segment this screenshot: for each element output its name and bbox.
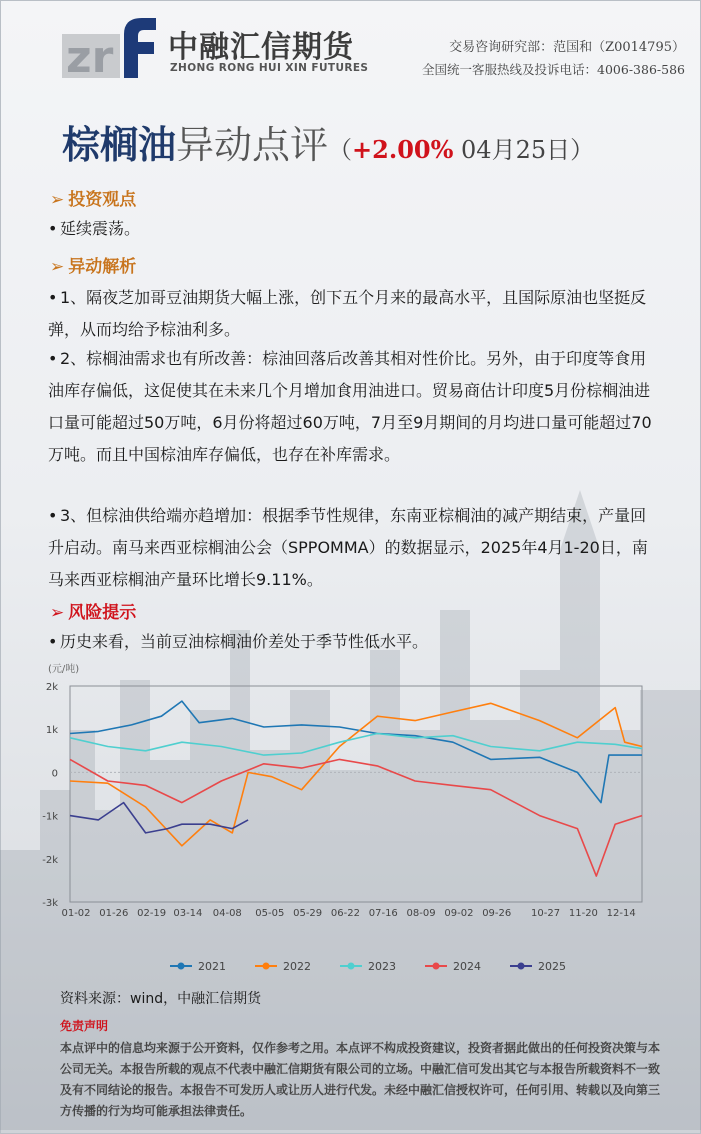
- paren-close: ）: [570, 136, 595, 164]
- section-view-heading: ➢ 投资观点: [50, 190, 137, 210]
- legend-marker-2025: [518, 963, 525, 970]
- y-tick-label: 0: [51, 768, 58, 780]
- legend-marker-2024: [433, 963, 440, 970]
- y-tick-label: -3k: [42, 898, 58, 909]
- company-logo: [62, 14, 158, 80]
- x-tick-label: 04-08: [212, 908, 242, 919]
- legend-label-2025: 2025: [538, 960, 566, 973]
- data-source: 资料来源：wind，中融汇信期货: [60, 991, 262, 1007]
- analysis-point-2: • 2、棕榈油需求也有所改善：棕油回落后改善其相对性价比。另外，由于印度等食用油库存偏低，这促使其在未来几个月增加食用油进口。贸易商估计印度5月份棕榈油进口量可能超过50万吨，6月份将超过60万吨，7月至9月期间的月均进口量可能超过70万吨。而且中国棕油库存偏低，也存在补库需求。: [48, 343, 658, 471]
- section-risk-heading: ➢ 风险提示: [50, 603, 137, 623]
- bullet-icon: •: [48, 506, 58, 525]
- bullet-icon: •: [48, 219, 58, 238]
- x-tick-label: 11-20: [568, 908, 598, 919]
- legend-marker-2021: [178, 963, 185, 970]
- report-title: [62, 114, 594, 169]
- view-text: • 延续震荡。: [48, 213, 658, 245]
- x-tick-label: 03-14: [173, 908, 203, 919]
- bullet-icon: •: [48, 349, 58, 368]
- series-line-2022: [70, 703, 642, 846]
- x-tick-label: 10-27: [531, 908, 561, 919]
- legend-marker-2022: [263, 963, 270, 970]
- report-date: 04月25日: [453, 136, 571, 164]
- x-tick-label: 08-09: [406, 908, 436, 919]
- disclaimer-text: 本点评中的信息均来源于公开资料，仅作参考之用。本点评不构成投资建议，投资者据此做出的任何投资决策与本公司无关。本报告所载的观点不代表中融汇信期货有限公司的立场。中融汇信可发出其它与本报告所载资料不一致及有不同结论的报告。本报告不可发历人或让历人进行代发。未经中融汇信授权许可，任何引用、转载以及向第三方传播的行为均可能承担法律责任。: [60, 1041, 661, 1118]
- x-tick-label: 09-26: [482, 908, 512, 919]
- arrow-right-icon: ➢: [50, 603, 65, 623]
- x-tick-label: 05-05: [255, 908, 285, 919]
- analysis-point-1: • 1、隔夜芝加哥豆油期货大幅上涨，创下五个月来的最高水平，且国际原油也坚挺反弹，从而均给予棕油利多。: [48, 282, 658, 346]
- brand-name-en: ZHONG RONG HUI XIN FUTURES: [170, 62, 369, 74]
- disclaimer-title: 免责声明: [60, 1019, 109, 1033]
- chart-unit-label: (元/吨): [48, 664, 80, 675]
- analysis-point-3: • 3、但棕油供给端亦趋增加：根据季节性规律，东南亚棕榈油的减产期结束，产量回升启动。南马来西亚棕榈油公会（SPPOMMA）的数据显示，2025年4月1-20日，南马来西亚棕榈油产量环比增长9.11%。: [48, 500, 658, 596]
- risk-text: • 历史来看，当前豆油棕榈油价差处于季节性低水平。: [48, 626, 658, 658]
- series-line-2025: [70, 803, 248, 833]
- x-tick-label: 09-02: [444, 908, 474, 919]
- series-line-2021: [70, 701, 642, 803]
- analyst-contact: 交易咨询研究部：范国和（Z0014795）: [449, 40, 685, 55]
- spread-line-chart: [20, 672, 660, 982]
- svg-text:zr: zr: [66, 32, 114, 80]
- paren-open: （: [328, 136, 353, 164]
- hotline-contact: 全国统一客服热线及投诉电话：4006-386-586: [422, 62, 685, 77]
- bullet-icon: •: [48, 632, 58, 651]
- legend-label-2021: 2021: [198, 960, 226, 973]
- legend-label-2023: 2023: [368, 960, 396, 973]
- x-tick-label: 01-26: [99, 908, 129, 919]
- x-tick-label: 01-02: [61, 908, 91, 919]
- title-subtitle: 异动点评: [176, 123, 329, 167]
- y-tick-label: -1k: [42, 811, 58, 823]
- y-tick-label: -2k: [42, 854, 58, 866]
- arrow-right-icon: ➢: [50, 257, 65, 277]
- price-change: +2.00%: [352, 135, 454, 164]
- y-tick-label: 2k: [45, 682, 58, 693]
- bullet-icon: •: [48, 288, 58, 307]
- product-name: 棕榈油: [62, 122, 177, 167]
- x-tick-label: 12-14: [606, 908, 636, 919]
- section-analysis-heading: ➢ 异动解析: [50, 257, 137, 277]
- x-tick-label: 06-22: [330, 908, 360, 919]
- legend-label-2024: 2024: [453, 960, 481, 973]
- y-tick-label: 1k: [45, 725, 58, 737]
- legend-marker-2023: [348, 963, 355, 970]
- series-line-2023: [70, 734, 642, 756]
- brand-name-cn: 中融汇信期货: [168, 30, 354, 65]
- x-tick-label: 02-19: [137, 908, 167, 919]
- x-tick-label: 07-16: [368, 908, 398, 919]
- legend-label-2022: 2022: [283, 960, 311, 973]
- arrow-right-icon: ➢: [50, 190, 65, 210]
- x-tick-label: 05-29: [293, 908, 323, 919]
